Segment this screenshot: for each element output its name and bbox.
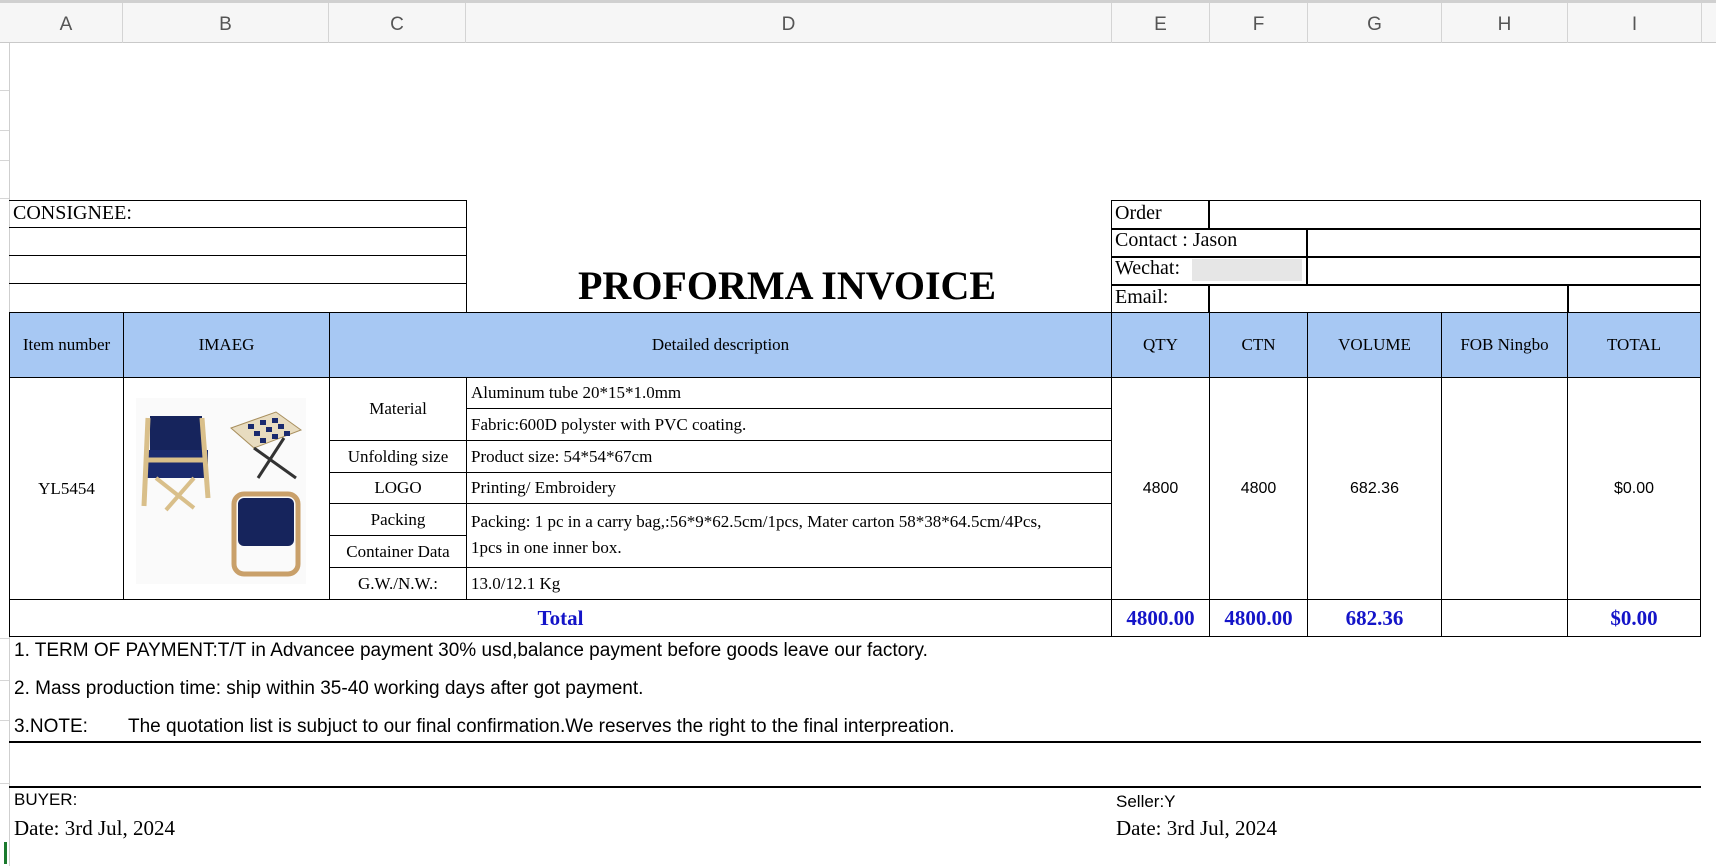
totals-qty[interactable]: 4800.00 — [1111, 599, 1210, 637]
seller-date: Date: 3rd Jul, 2024 — [1116, 816, 1277, 840]
email-label: Email: — [1115, 286, 1169, 308]
page-title: PROFORMA INVOICE — [578, 263, 997, 308]
spec-material-label[interactable]: Material — [329, 377, 467, 441]
column-header-h[interactable]: H — [1442, 3, 1568, 43]
header-qty: QTY — [1111, 312, 1210, 378]
header-description: Detailed description — [329, 312, 1112, 378]
item-ctn-cell[interactable]: 4800 — [1209, 377, 1308, 600]
divider-line — [9, 786, 1701, 788]
item-fob-cell[interactable] — [1441, 377, 1568, 600]
totals-label: Total — [537, 605, 584, 630]
term-note-label: 3.NOTE: — [14, 716, 88, 737]
header-total: TOTAL — [1567, 312, 1701, 378]
header-fob: FOB Ningbo — [1441, 312, 1568, 378]
divider-line — [9, 741, 1701, 743]
spec-gw-label[interactable]: G.W./N.W.: — [329, 567, 467, 600]
spec-packing-value[interactable] — [466, 503, 1112, 568]
totals-total[interactable]: $0.00 — [1567, 599, 1701, 637]
order-label: Order — [1115, 202, 1162, 224]
consignee-row-1[interactable] — [9, 200, 467, 228]
column-header-f[interactable]: F — [1210, 3, 1308, 43]
buyer-label: BUYER: — [14, 790, 78, 809]
consignee-row-4[interactable] — [9, 284, 467, 313]
totals-volume[interactable]: 682.36 — [1307, 599, 1442, 637]
totals-label-cell[interactable] — [9, 599, 1112, 637]
spec-packing-label[interactable]: Packing — [329, 503, 467, 536]
wechat-label: Wechat: — [1115, 257, 1181, 279]
column-header-b[interactable]: B — [123, 3, 329, 43]
spec-container-label[interactable]: Container Data — [329, 535, 467, 568]
column-header-i[interactable]: I — [1568, 3, 1702, 43]
header-ctn: CTN — [1209, 312, 1308, 378]
header-volume: VOLUME — [1307, 312, 1442, 378]
term-note-text: The quotation list is subjuct to our final confirmation.We reserves the right to the final interpreation. — [128, 716, 955, 737]
column-header-e[interactable]: E — [1112, 3, 1210, 43]
consignee-row-2[interactable] — [9, 228, 467, 256]
image-cell[interactable] — [123, 377, 330, 600]
row-selection-marker — [4, 842, 7, 864]
item-qty-cell[interactable]: 4800 — [1111, 377, 1210, 600]
column-header-c[interactable]: C — [329, 3, 466, 43]
packing-line-1: Packing: 1 pc in a carry bag,:56*9*62.5cm/1pcs, Mater carton 58*38*64.5cm/4Pcs, — [471, 512, 1042, 531]
column-header-g[interactable]: G — [1308, 3, 1442, 43]
consignee-row-3[interactable] — [9, 256, 467, 284]
column-header-d[interactable]: D — [466, 3, 1112, 43]
product-image — [136, 398, 306, 584]
column-header-a[interactable]: A — [10, 3, 123, 43]
wechat-value-redacted — [1192, 259, 1302, 281]
totals-fob[interactable] — [1441, 599, 1568, 637]
item-total-cell[interactable]: $0.00 — [1567, 377, 1701, 600]
header-item-number: Item number — [9, 312, 124, 378]
spec-material-value-2[interactable]: Fabric:600D polyster with PVC coating. — [466, 408, 1112, 441]
item-volume-cell[interactable]: 682.36 — [1307, 377, 1442, 600]
seller-label: Seller:Y — [1116, 792, 1176, 811]
spec-material-value-1[interactable]: Aluminum tube 20*15*1.0mm — [466, 377, 1112, 409]
spec-unfolding-value[interactable]: Product size: 54*54*67cm — [466, 440, 1112, 473]
spec-logo-label[interactable]: LOGO — [329, 472, 467, 504]
term-production: 2. Mass production time: ship within 35-40 working days after got payment. — [14, 678, 644, 699]
spec-unfolding-label[interactable]: Unfolding size — [329, 440, 467, 473]
header-image: IMAEG — [123, 312, 330, 378]
buyer-date: Date: 3rd Jul, 2024 — [14, 816, 175, 840]
term-payment: 1. TERM OF PAYMENT:T/T in Advancee payment 30% usd,balance payment before goods leave our factory. — [14, 640, 928, 661]
spec-gw-value[interactable]: 13.0/12.1 Kg — [466, 567, 1112, 600]
packing-line-2: 1pcs in one inner box. — [471, 538, 622, 557]
contact-label: Contact : Jason — [1115, 229, 1238, 251]
item-number-cell[interactable]: YL5454 — [9, 377, 124, 600]
chair-back — [150, 416, 202, 450]
consignee-label: CONSIGNEE: — [13, 202, 132, 224]
column-header-bar — [0, 0, 1716, 43]
spec-logo-value[interactable]: Printing/ Embroidery — [466, 472, 1112, 504]
totals-ctn[interactable]: 4800.00 — [1209, 599, 1308, 637]
